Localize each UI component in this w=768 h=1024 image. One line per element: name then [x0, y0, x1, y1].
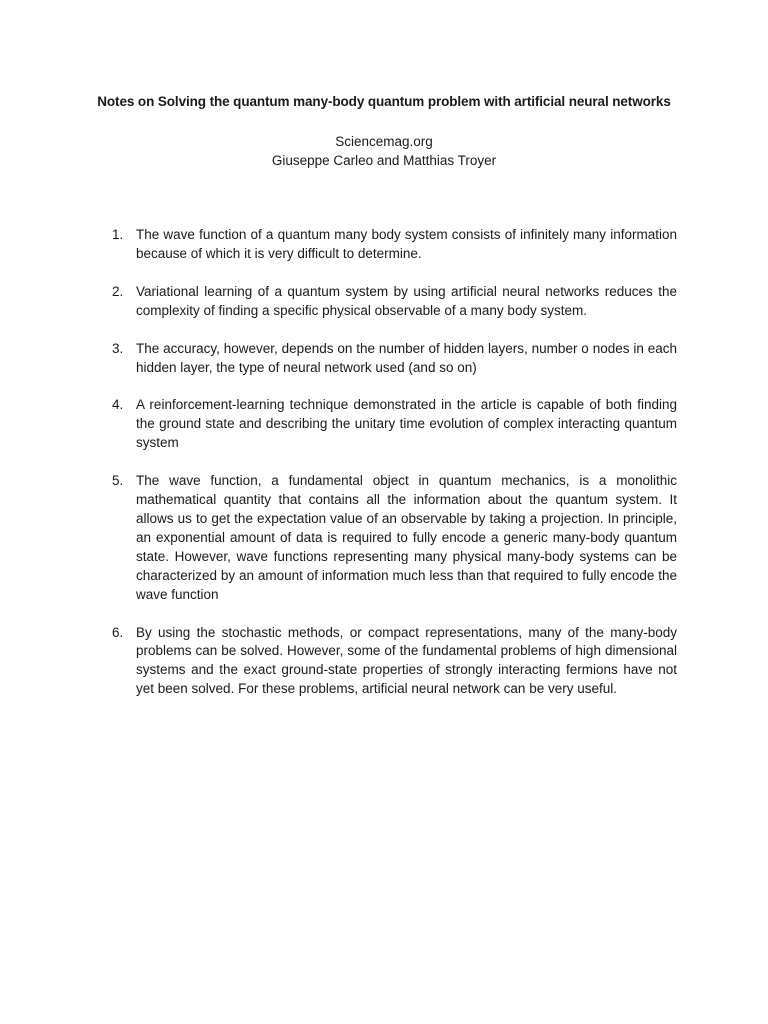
note-number: 6. — [112, 624, 124, 640]
note-number: 1. — [112, 227, 124, 242]
note-text: The wave function of a quantum many body system consists of infinitely many information because of which it is very difficult to determine. — [136, 227, 677, 261]
note-number: 5. — [112, 473, 124, 489]
source-name: Sciencemag.org — [335, 134, 433, 149]
note-text: The wave function, a fundamental object in quantum mechanics, is a monolithic mathematical quantity that contains all the information about the quantum system. It allows us to get the expectation value of an observable by taking a projection. In principle, an exponential amount of data is required to fully encode a generic many-body quantum state. However, wave functions representing many physical many-body systems can be characterized by an amount of information much less than that required to fully encode the wave function — [136, 473, 677, 602]
note-text: The accuracy, however, depends on the number of hidden layers, number o nodes in each hidden layer, the type of neural network used (and so on) — [136, 340, 677, 375]
note-number: 4. — [112, 397, 124, 413]
note-item-1 — [112, 226, 677, 264]
note-number: 2. — [112, 283, 124, 299]
author-names: Giuseppe Carleo and Matthias Troyer — [271, 153, 497, 168]
note-item-6 — [112, 624, 677, 700]
note-text: A reinforcement-learning technique demonstrated in the article is capable of both finding the ground state and describing the unitary time evolution of complex interacting quantum system — [136, 397, 677, 451]
note-item-3 — [112, 340, 677, 378]
notes-list — [112, 226, 677, 718]
note-item-4 — [112, 396, 677, 453]
source-block — [0, 132, 768, 170]
document-title: Notes on Solving the quantum many-body quantum problem with artificial neural networks — [97, 94, 671, 109]
note-text: By using the stochastic methods, or compact representations, many of the many-body problems can be solved. However, some of the fundamental problems of high dimensional systems and the exact ground-state properties of strongly interacting fermions have not yet been solved. For these problems, artificial neural network can be very useful. — [136, 624, 677, 697]
note-item-5 — [112, 472, 677, 604]
note-item-2 — [112, 283, 677, 321]
note-number: 3. — [112, 340, 124, 356]
note-text: Variational learning of a quantum system by using artificial neural networks reduces the complexity of finding a specific physical observable of a many body system. — [136, 283, 677, 318]
